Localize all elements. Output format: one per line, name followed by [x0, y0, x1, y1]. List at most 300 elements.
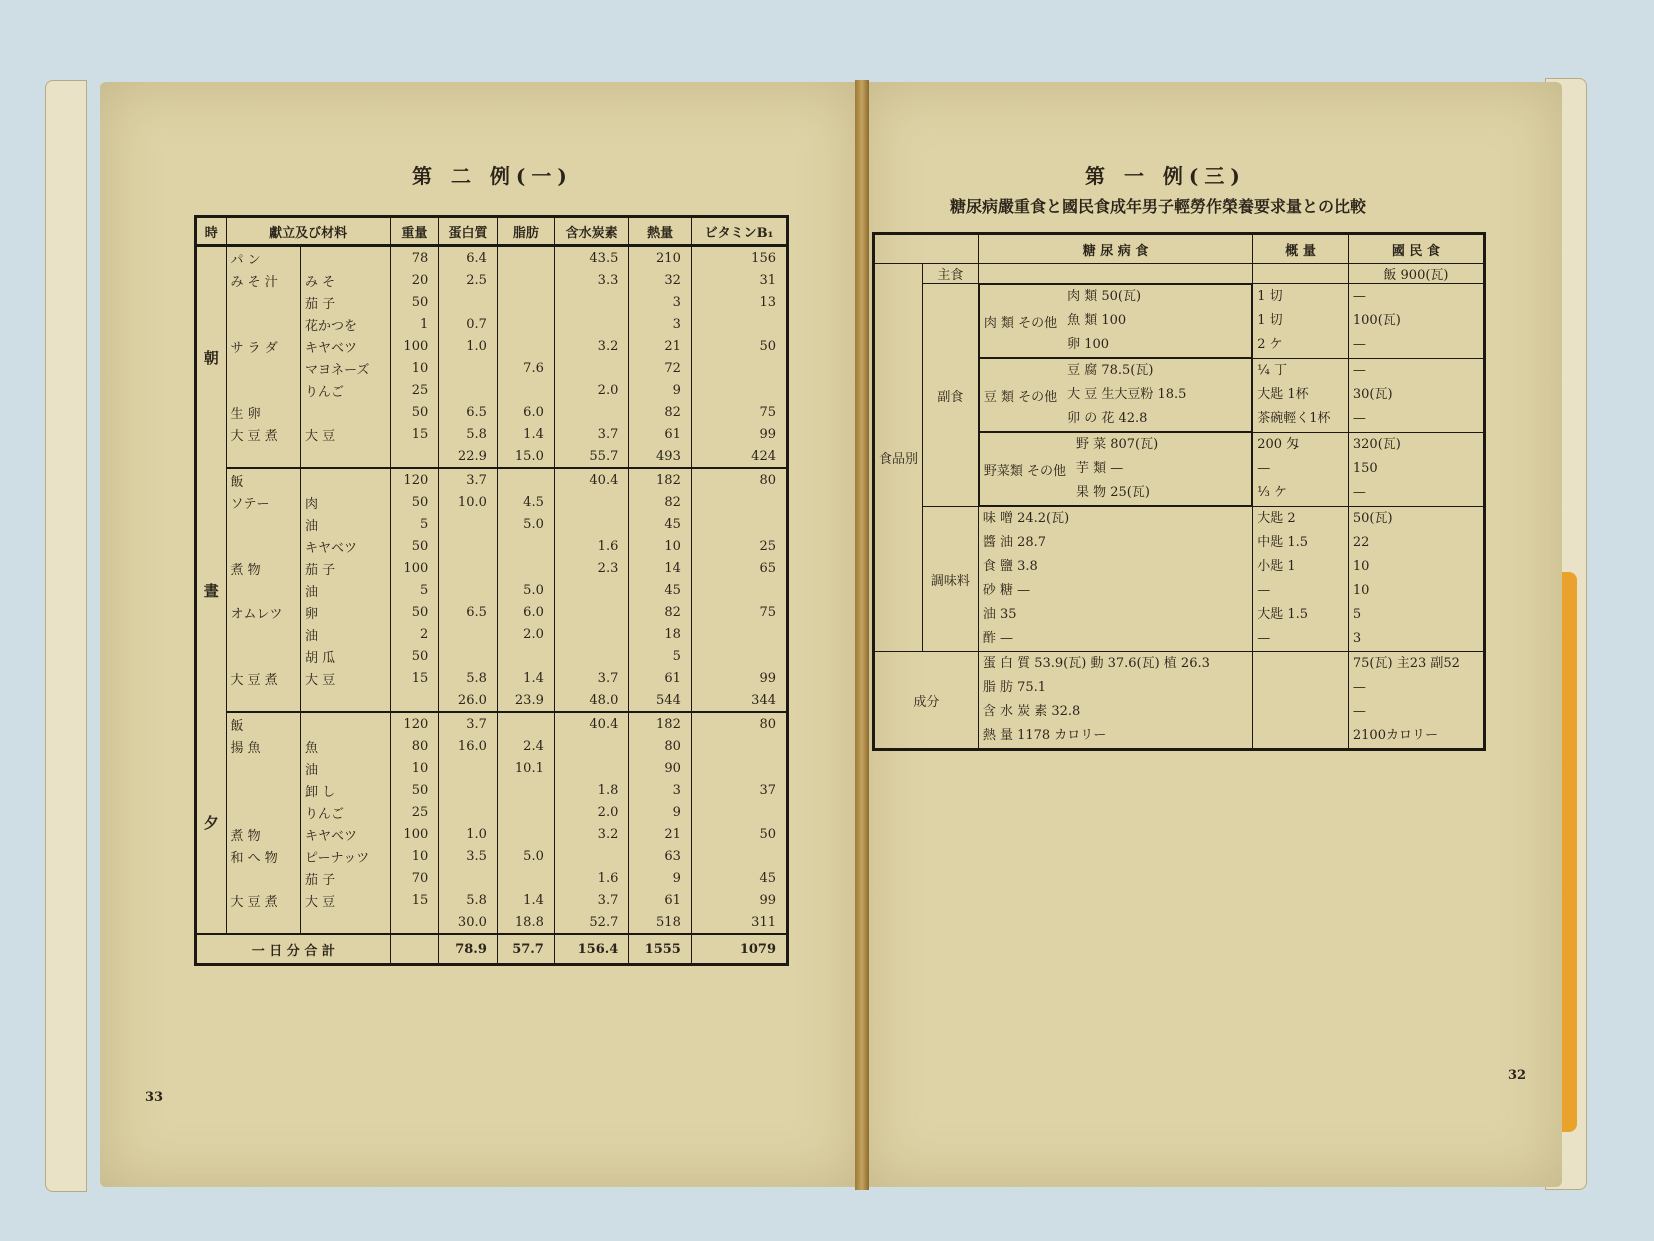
- nutrient-value: 2.0: [554, 379, 629, 401]
- nutrient-value: 3: [629, 313, 692, 335]
- nutrient-value: 22.9: [439, 445, 498, 468]
- menu-row: [196, 269, 788, 291]
- national-amount: [1348, 432, 1484, 507]
- dish-name: [226, 313, 301, 335]
- nutrient-value: 10: [390, 757, 439, 779]
- nutrient-value: [691, 513, 787, 535]
- menu-row: [196, 689, 788, 712]
- nutrient-value: 25: [691, 535, 787, 557]
- ingredient-name: 油: [301, 757, 391, 779]
- nutrient-value: 6.4: [439, 246, 498, 270]
- nutrient-value: 3.3: [554, 269, 629, 291]
- menu-row: [196, 313, 788, 335]
- approx-amount-line: ¼ 丁: [1257, 363, 1287, 378]
- seasoning-item-line: 醬 油 28.7: [982, 535, 1047, 550]
- nutrient-value: 424: [691, 445, 787, 468]
- ingredient-name: 油: [301, 513, 391, 535]
- nutrient-value: 99: [691, 423, 787, 445]
- nutrient-value: 25: [390, 801, 439, 823]
- nutrient-value: 5: [629, 645, 692, 667]
- composition-label: 成分: [874, 652, 979, 750]
- dish-name: [226, 867, 301, 889]
- dish-name: [226, 689, 301, 712]
- nutrient-value: 120: [390, 712, 439, 735]
- nutrient-value: [439, 379, 498, 401]
- dish-name: 飯: [226, 468, 301, 491]
- nutrient-value: 3.5: [439, 845, 498, 867]
- nutrient-value: [497, 779, 554, 801]
- nutrient-value: [497, 712, 554, 735]
- seasoning-row: [874, 507, 1485, 652]
- nutrient-value: 3.7: [439, 712, 498, 735]
- nutrient-value: 1.6: [554, 867, 629, 889]
- nutrient-value: [691, 379, 787, 401]
- nutrient-value: 99: [691, 889, 787, 911]
- nutrient-value: 61: [629, 667, 692, 689]
- nutrient-value: 63: [629, 845, 692, 867]
- menu-row: [196, 468, 788, 491]
- menu-row: [196, 712, 788, 735]
- food-group-name: 肉 類 その他: [983, 315, 1058, 331]
- nutrient-value: 1.4: [497, 667, 554, 689]
- nutrient-value: 7.6: [497, 357, 554, 379]
- right-subtitle: 糖尿病嚴重食と國民食成年男子輕勞作榮養要求量との比較: [950, 197, 1367, 216]
- composition-item: [978, 652, 1252, 750]
- nutrient-value: 25: [390, 379, 439, 401]
- approx-amount-line: 大匙 1杯: [1257, 387, 1309, 402]
- ingredient-name: [301, 246, 391, 270]
- left-page-number: 33: [145, 1090, 164, 1105]
- meal-time-label: 夕: [196, 712, 227, 934]
- nutrient-value: [691, 579, 787, 601]
- composition-national: [1348, 652, 1484, 750]
- dish-name: [226, 779, 301, 801]
- daily-total-row: [196, 934, 788, 965]
- approx-amount-line: 茶碗輕く1杯: [1257, 411, 1331, 426]
- seasoning-approx-line: 大匙 2: [1257, 511, 1296, 526]
- nutrient-value: 14: [629, 557, 692, 579]
- food-group-item: 肉 類 50(瓦): [1067, 289, 1142, 304]
- nutrient-value: [439, 623, 498, 645]
- nutrient-value: 1.6: [554, 535, 629, 557]
- approx-amount: [1253, 284, 1349, 359]
- approx-amount: [1253, 358, 1349, 432]
- ingredient-name: [301, 468, 391, 491]
- ingredient-name: 魚: [301, 735, 391, 757]
- dish-name: オムレツ: [226, 601, 301, 623]
- food-group-name: 野菜類 その他: [983, 463, 1066, 479]
- nutrient-value: 3: [629, 779, 692, 801]
- nutrient-value: 75: [691, 401, 787, 423]
- nutrient-value: 70: [390, 867, 439, 889]
- seasoning-national-line: 10: [1352, 583, 1370, 598]
- seasoning-label: 調味料: [923, 507, 979, 652]
- nutrient-value: 50: [691, 823, 787, 845]
- nutrient-value: [439, 357, 498, 379]
- composition-item-line: 蛋 白 質 53.9(瓦) 動 37.6(瓦) 植 26.3: [982, 656, 1210, 671]
- nutrient-value: [390, 911, 439, 934]
- nutrient-value: 9: [629, 801, 692, 823]
- food-group-item: 果 物 25(瓦): [1075, 485, 1150, 500]
- seasoning-item-line: 油 35: [982, 607, 1017, 622]
- daily-total-label: 一 日 分 合 計: [196, 934, 391, 965]
- comparison-header-cell: 概 量: [1253, 234, 1349, 264]
- dish-name: [226, 357, 301, 379]
- dish-name: 煮 物: [226, 823, 301, 845]
- nutrient-value: [439, 867, 498, 889]
- nutrient-value: [691, 845, 787, 867]
- nutrient-value: 13: [691, 291, 787, 313]
- ingredient-name: キヤベツ: [301, 535, 391, 557]
- staple-label: 主食: [923, 264, 979, 284]
- ingredient-name: マヨネーズ: [301, 357, 391, 379]
- nutrient-value: 2.3: [554, 557, 629, 579]
- nutrient-value: [554, 291, 629, 313]
- dish-name: [226, 379, 301, 401]
- nutrient-value: 9: [629, 867, 692, 889]
- nutrient-value: 10.0: [439, 491, 498, 513]
- nutrient-value: [497, 269, 554, 291]
- comparison-table: [872, 232, 1486, 751]
- dish-name: ソテー: [226, 491, 301, 513]
- nutrient-value: [497, 801, 554, 823]
- ingredient-name: 大 豆: [301, 889, 391, 911]
- seasoning-item: [978, 507, 1252, 652]
- nutrient-value: 3.2: [554, 335, 629, 357]
- left-title: 第 二 例(一): [412, 164, 573, 188]
- ingredient-name: 茄 子: [301, 557, 391, 579]
- nutrient-value: 50: [390, 491, 439, 513]
- nutrient-value: 50: [390, 401, 439, 423]
- nutrient-value: [497, 645, 554, 667]
- seasoning-item-line: 食 鹽 3.8: [982, 559, 1038, 574]
- seasoning-approx-line: 大匙 1.5: [1257, 607, 1309, 622]
- nutrient-value: [554, 513, 629, 535]
- menu-row: [196, 423, 788, 445]
- seasoning-national-line: 22: [1352, 535, 1370, 550]
- daily-total-value: 1555: [629, 934, 692, 965]
- national-amount-line: 100(瓦): [1352, 312, 1401, 328]
- nutrient-value: 10: [629, 535, 692, 557]
- national-amount-line: 30(瓦): [1352, 387, 1393, 402]
- composition-row: [874, 652, 1485, 750]
- nutrient-value: [554, 491, 629, 513]
- dish-name: 飯: [226, 712, 301, 735]
- nutrient-value: [497, 335, 554, 357]
- nutrient-value: 31: [691, 269, 787, 291]
- food-group-cell: [979, 432, 1252, 506]
- nutrient-value: [390, 934, 439, 965]
- nutrient-value: 1.0: [439, 335, 498, 357]
- nutrient-value: [691, 735, 787, 757]
- composition-national-line: 2100カロリー: [1352, 728, 1438, 743]
- nutrient-value: 80: [390, 735, 439, 757]
- ingredient-name: 卵: [301, 601, 391, 623]
- menu-row: [196, 579, 788, 601]
- comparison-header-cell: [874, 234, 979, 264]
- nutrient-value: 100: [390, 823, 439, 845]
- menu-row: [196, 757, 788, 779]
- ingredient-name: [301, 712, 391, 735]
- composition-national-line: 75(瓦) 主23 副52: [1352, 656, 1460, 671]
- nutrient-value: 6.0: [497, 601, 554, 623]
- nutrient-value: [497, 535, 554, 557]
- comparison-header-cell: 糖 尿 病 食: [978, 234, 1252, 264]
- seasoning-item-line: 酢 —: [982, 631, 1013, 646]
- nutrient-value: 2: [390, 623, 439, 645]
- staple-item: [978, 264, 1252, 284]
- nutrient-value: 5.0: [497, 513, 554, 535]
- nutrient-value: 55.7: [554, 445, 629, 468]
- nutrient-value: 20: [390, 269, 439, 291]
- menu-header-cell: 重量: [390, 217, 439, 246]
- seasoning-item-line: 味 噌 24.2(瓦): [982, 511, 1070, 526]
- book-gutter: [855, 80, 869, 1190]
- nutrient-value: 5.8: [439, 423, 498, 445]
- nutrient-value: [439, 557, 498, 579]
- comparison-header-row: [874, 234, 1485, 264]
- national-amount-line: —: [1352, 336, 1366, 352]
- nutrient-value: 1.0: [439, 823, 498, 845]
- menu-row: [196, 845, 788, 867]
- approx-amount-line: ⅓ ケ: [1257, 485, 1287, 501]
- nutrient-value: 3.7: [554, 667, 629, 689]
- menu-row: [196, 535, 788, 557]
- daily-total-value: 156.4: [554, 934, 629, 965]
- nutrient-value: 10: [390, 845, 439, 867]
- nutrient-value: 90: [629, 757, 692, 779]
- food-group-cell: [979, 284, 1252, 358]
- food-group-item: 卵 100: [1067, 337, 1110, 352]
- menu-header-row: [196, 217, 788, 246]
- food-group-name: 豆 類 その他: [983, 389, 1058, 405]
- ingredient-name: [301, 445, 391, 468]
- nutrient-value: [691, 313, 787, 335]
- nutrient-value: [554, 401, 629, 423]
- nutrient-value: 50: [390, 601, 439, 623]
- food-group-item: 魚 類 100: [1067, 313, 1127, 328]
- nutrient-value: 6.5: [439, 601, 498, 623]
- menu-table: [194, 215, 789, 966]
- ingredient-name: ピーナッツ: [301, 845, 391, 867]
- nutrient-value: 1: [390, 313, 439, 335]
- national-amount-line: 150: [1352, 461, 1378, 477]
- nutrient-value: [439, 645, 498, 667]
- nutrient-value: 344: [691, 689, 787, 712]
- nutrient-value: 3.7: [439, 468, 498, 491]
- menu-row: [196, 667, 788, 689]
- nutrient-value: 48.0: [554, 689, 629, 712]
- nutrient-value: [439, 535, 498, 557]
- nutrient-value: [691, 491, 787, 513]
- nutrient-value: 5.8: [439, 889, 498, 911]
- nutrient-value: 10.1: [497, 757, 554, 779]
- ingredient-name: 卸 し: [301, 779, 391, 801]
- nutrient-value: [497, 379, 554, 401]
- nutrient-value: 45: [629, 513, 692, 535]
- nutrient-value: [554, 601, 629, 623]
- nutrient-value: 18.8: [497, 911, 554, 934]
- dish-name: 生 卵: [226, 401, 301, 423]
- nutrient-value: 9: [629, 379, 692, 401]
- ingredient-name: 肉: [301, 491, 391, 513]
- nutrient-value: 0.7: [439, 313, 498, 335]
- dish-name: 揚 魚: [226, 735, 301, 757]
- nutrient-value: [691, 801, 787, 823]
- food-group-item: 豆 腐 78.5(瓦): [1067, 363, 1154, 378]
- nutrient-value: 15: [390, 667, 439, 689]
- ingredient-name: 油: [301, 579, 391, 601]
- nutrient-value: 80: [629, 735, 692, 757]
- menu-row: [196, 379, 788, 401]
- nutrient-value: [497, 557, 554, 579]
- ingredient-name: 大 豆: [301, 667, 391, 689]
- nutrient-value: 3.7: [554, 423, 629, 445]
- nutrient-value: [439, 757, 498, 779]
- ingredient-name: 花かつを: [301, 313, 391, 335]
- approx-amount: [1253, 432, 1349, 507]
- side-dish-row: [874, 284, 1485, 359]
- dish-name: サ ラ ダ: [226, 335, 301, 357]
- composition-national-line: —: [1352, 680, 1366, 695]
- nutrient-value: 6.5: [439, 401, 498, 423]
- nutrient-value: 75: [691, 601, 787, 623]
- seasoning-national-line: 3: [1352, 631, 1362, 646]
- menu-row: [196, 445, 788, 468]
- nutrient-value: 40.4: [554, 712, 629, 735]
- nutrient-value: 1.8: [554, 779, 629, 801]
- menu-row: [196, 513, 788, 535]
- menu-row: [196, 357, 788, 379]
- menu-row: [196, 735, 788, 757]
- dish-name: [226, 291, 301, 313]
- comparison-body: [874, 264, 1485, 750]
- nutrient-value: 15.0: [497, 445, 554, 468]
- nutrient-value: 61: [629, 889, 692, 911]
- menu-row: [196, 645, 788, 667]
- nutrient-value: 100: [390, 335, 439, 357]
- meal-time-label: 晝: [196, 468, 227, 712]
- nutrient-value: 45: [629, 579, 692, 601]
- seasoning-approx-line: 小匙 1: [1257, 559, 1296, 574]
- menu-row: [196, 801, 788, 823]
- nutrient-value: 1.4: [497, 889, 554, 911]
- approx-amount-line: 2 ケ: [1257, 336, 1283, 352]
- nutrient-value: 43.5: [554, 246, 629, 270]
- dish-name: 大 豆 煮: [226, 667, 301, 689]
- menu-row: [196, 491, 788, 513]
- food-group-item: 野 菜 807(瓦): [1075, 437, 1159, 452]
- nutrient-value: [554, 757, 629, 779]
- nutrient-value: [439, 801, 498, 823]
- daily-total-value: 57.7: [497, 934, 554, 965]
- food-category-label: 食品別: [874, 264, 923, 652]
- nutrient-value: 15: [390, 423, 439, 445]
- menu-row: [196, 246, 788, 270]
- nutrient-value: 18: [629, 623, 692, 645]
- nutrient-value: 1.4: [497, 423, 554, 445]
- ingredient-name: み そ: [301, 269, 391, 291]
- nutrient-value: 50: [390, 645, 439, 667]
- nutrient-value: 82: [629, 601, 692, 623]
- nutrient-value: 2.0: [497, 623, 554, 645]
- dish-name: パ ン: [226, 246, 301, 270]
- dish-name: [226, 645, 301, 667]
- dish-name: 煮 物: [226, 557, 301, 579]
- ingredient-name: 胡 瓜: [301, 645, 391, 667]
- food-group-items: [1067, 359, 1186, 431]
- menu-row: [196, 401, 788, 423]
- nutrient-value: 2.5: [439, 269, 498, 291]
- national-amount-line: —: [1352, 363, 1366, 378]
- nutrient-value: 65: [691, 557, 787, 579]
- nutrient-value: 2.0: [554, 801, 629, 823]
- nutrient-value: 40.4: [554, 468, 629, 491]
- menu-header-cell: 脂肪: [497, 217, 554, 246]
- ingredient-name: りんご: [301, 379, 391, 401]
- ingredient-name: 茄 子: [301, 867, 391, 889]
- staple-national: 飯 900(瓦): [1348, 264, 1484, 284]
- nutrient-value: 100: [390, 557, 439, 579]
- menu-row: [196, 911, 788, 934]
- dish-name: [226, 579, 301, 601]
- menu-header-cell: 熱量: [629, 217, 692, 246]
- menu-row: [196, 557, 788, 579]
- national-amount-line: —: [1352, 411, 1366, 426]
- menu-row: [196, 889, 788, 911]
- nutrient-value: [554, 579, 629, 601]
- nutrient-value: 82: [629, 491, 692, 513]
- composition-national-line: —: [1352, 704, 1366, 719]
- nutrient-value: 182: [629, 468, 692, 491]
- menu-row: [196, 779, 788, 801]
- food-group-item: 大 豆 生大豆粉 18.5: [1067, 387, 1187, 402]
- menu-header-cell: 蛋白質: [439, 217, 498, 246]
- nutrient-value: 544: [629, 689, 692, 712]
- seasoning-national-line: 5: [1352, 607, 1362, 622]
- side-dish-label: 副食: [923, 284, 979, 507]
- ingredient-name: [301, 911, 391, 934]
- dish-name: 大 豆 煮: [226, 889, 301, 911]
- menu-header-cell: 獻立及び材料: [226, 217, 390, 246]
- national-amount: [1348, 358, 1484, 432]
- nutrient-value: 50: [390, 535, 439, 557]
- dish-name: [226, 911, 301, 934]
- staple-row: [874, 264, 1485, 284]
- staple-approx: [1253, 264, 1349, 284]
- nutrient-value: 493: [629, 445, 692, 468]
- seasoning-item-line: 砂 糖 —: [982, 583, 1031, 598]
- dish-name: [226, 513, 301, 535]
- nutrient-value: 45: [691, 867, 787, 889]
- nutrient-value: [439, 513, 498, 535]
- dish-name: 和 へ 物: [226, 845, 301, 867]
- nutrient-value: 50: [390, 291, 439, 313]
- right-page-number: 32: [1508, 1068, 1527, 1083]
- nutrient-value: [497, 468, 554, 491]
- nutrient-value: [390, 689, 439, 712]
- approx-amount-line: 1 切: [1257, 312, 1283, 328]
- nutrient-value: 518: [629, 911, 692, 934]
- nutrient-value: 78: [390, 246, 439, 270]
- nutrient-value: 10: [390, 357, 439, 379]
- nutrient-value: 3: [629, 291, 692, 313]
- ingredient-name: りんご: [301, 801, 391, 823]
- nutrient-value: 210: [629, 246, 692, 270]
- dish-name: 大 豆 煮: [226, 423, 301, 445]
- nutrient-value: [691, 623, 787, 645]
- nutrient-value: 23.9: [497, 689, 554, 712]
